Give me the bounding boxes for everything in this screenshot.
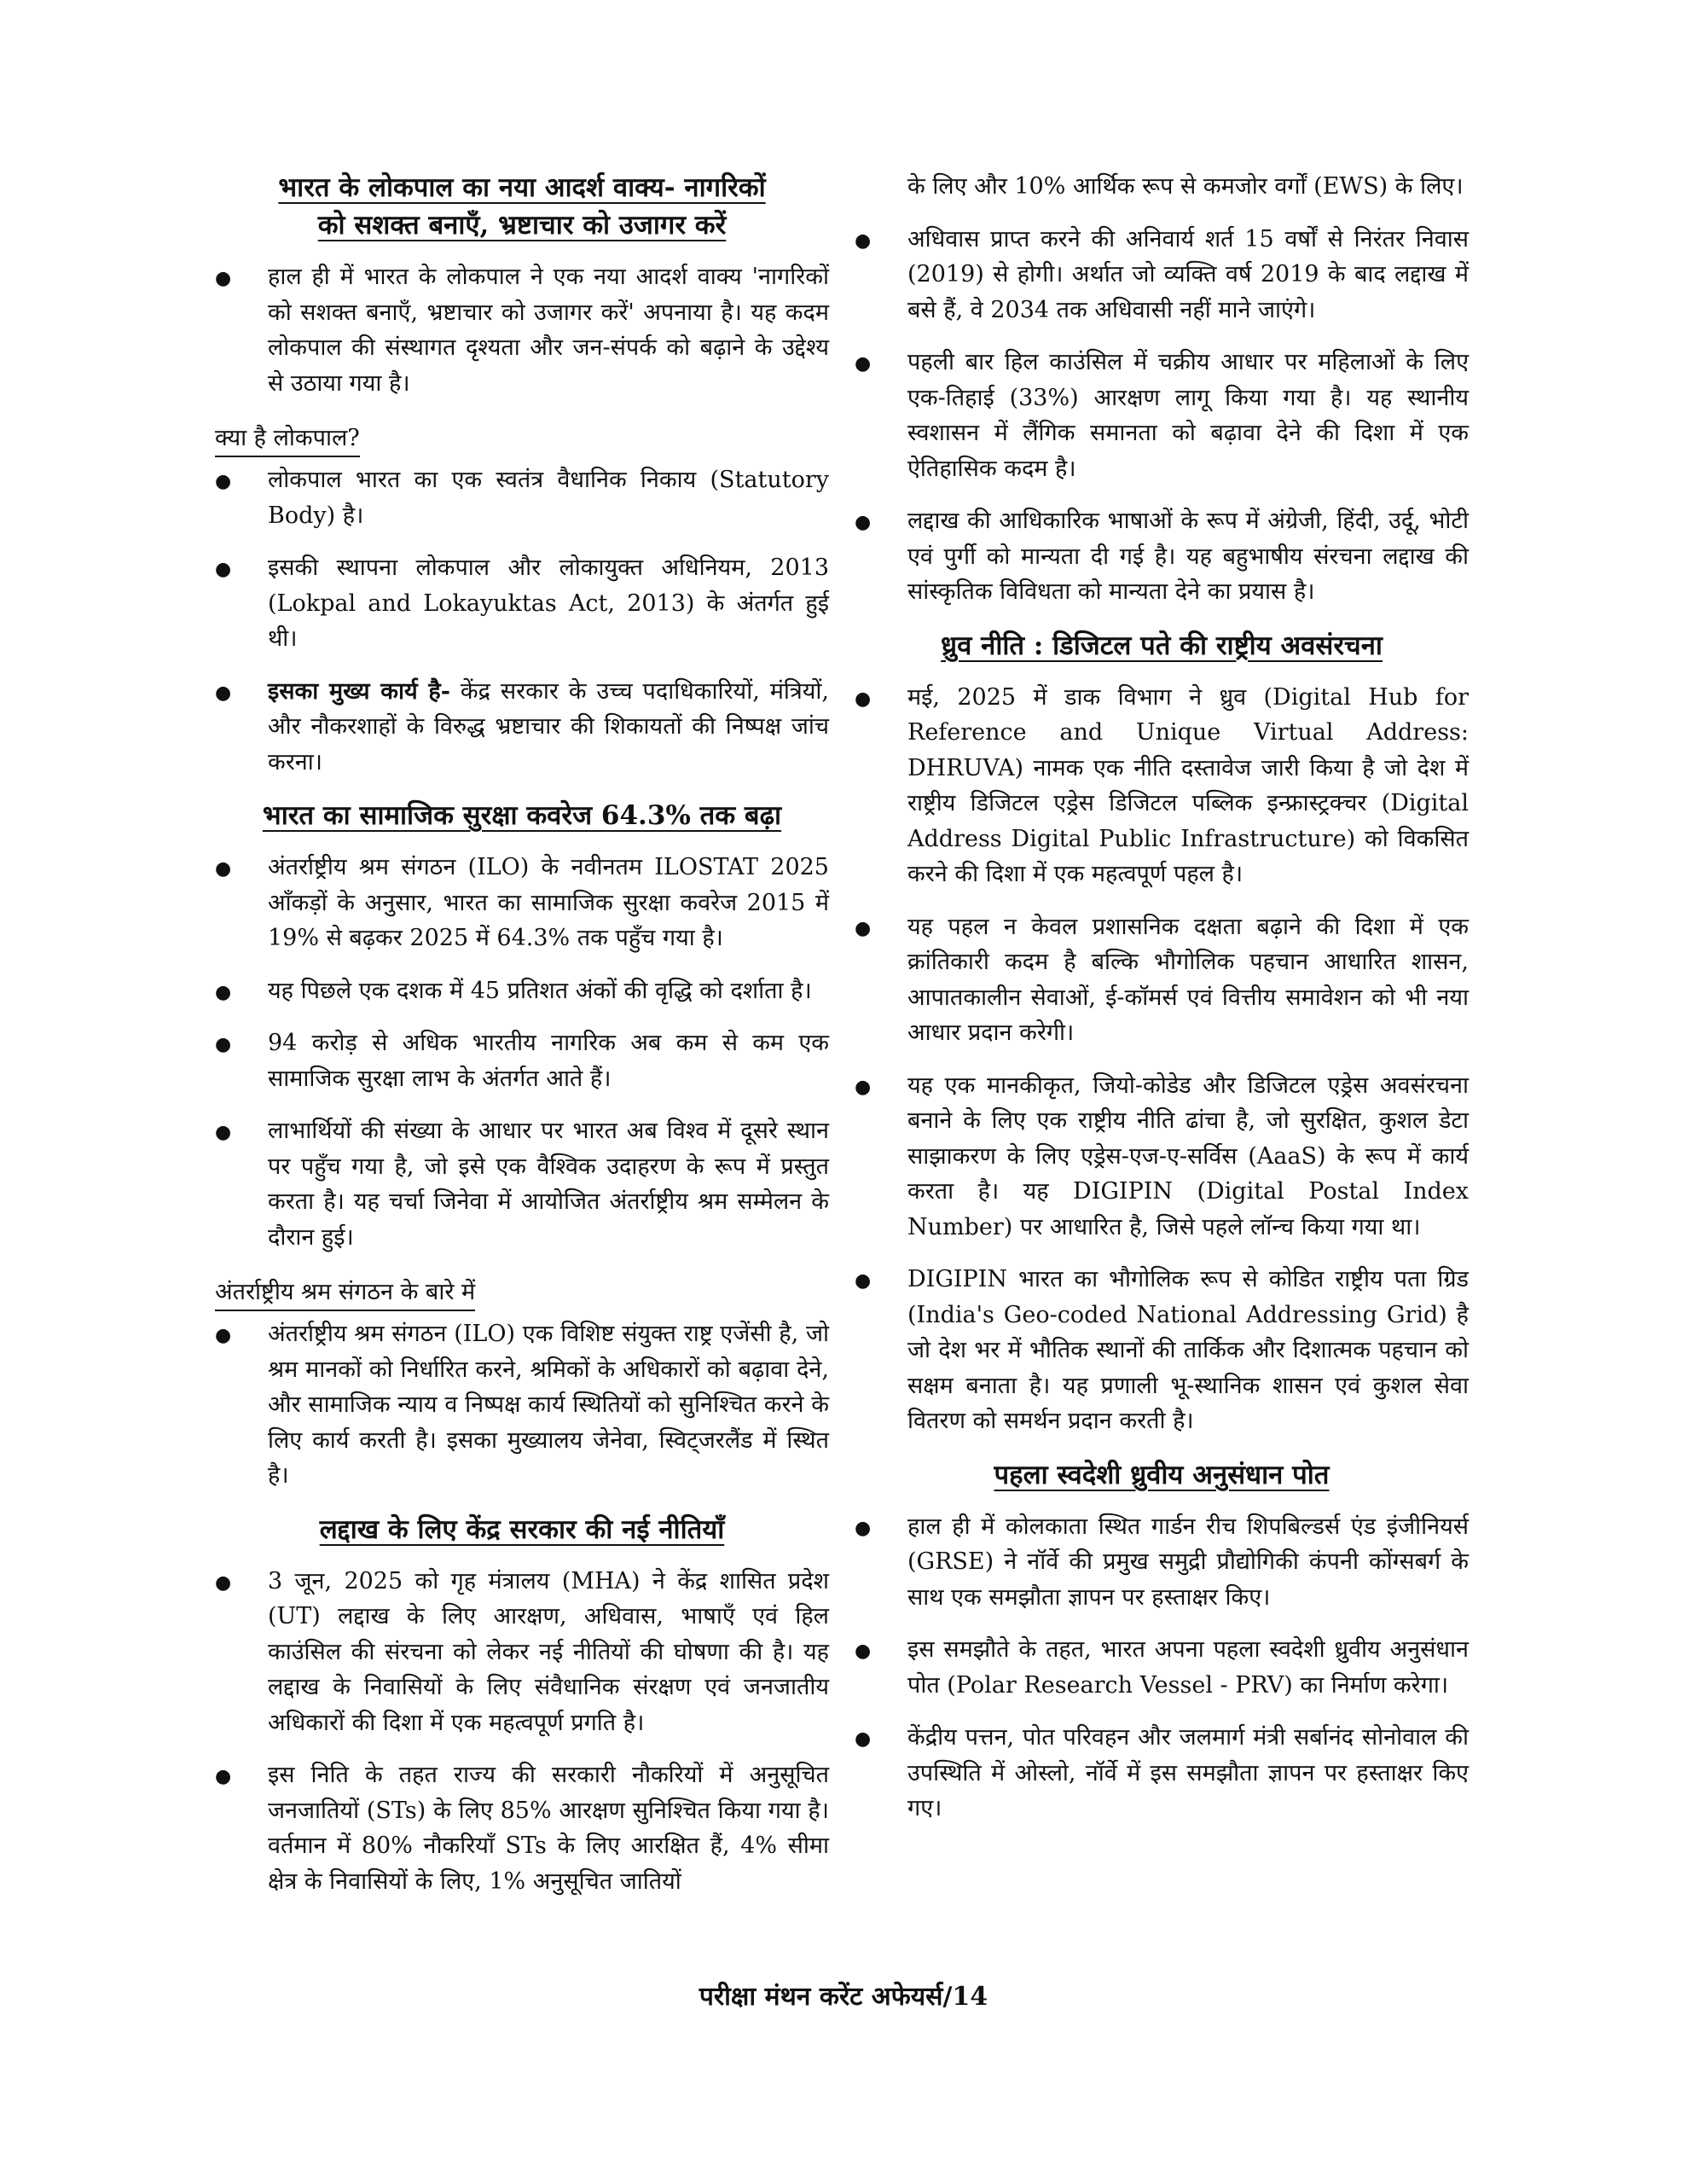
ilo-list (215, 1316, 829, 1494)
lokpal-heading-line2: को सशक्त बनाएँ, भ्रष्टाचार को उजागर करें (317, 210, 727, 241)
list-item: ● इस निति के तहत राज्य की सरकारी नौकरियों में अनुसूचित जनजातियों (STs) के लिए 85% आरक्षण सुनिश्चित किया गया है। वर्तमान में 80% नौकरियाँ STs के लिए आरक्षित हैं, 4% सीमा क्षेत्र के निवासियों के लिए, 1% अनुसूचित जातियों (215, 1757, 829, 1899)
polar-heading (855, 1456, 1469, 1494)
lokpal-facts-list (215, 462, 829, 780)
ladakh-list-left (215, 1564, 829, 1900)
list-item: ● 3 जून, 2025 को गृह मंत्रालय (MHA) ने केंद्र शासित प्रदेश (UT) लद्दाख के लिए आरक्षण, अधिवास, भाषाएँ एवं हिल काउंसिल की संरचना को लेकर नई नीतियों की घोषणा की है। यह लद्दाख के निवासियों के लिए संवैधानिक संरक्षण एवं जनजातीय अधिकारों की दिशा में एक महत्वपूर्ण प्रगति है। (215, 1564, 829, 1741)
list-item: ● पहली बार हिल काउंसिल में चक्रीय आधार पर महिलाओं के लिए एक-तिहाई (33%) आरक्षण लागू किया गया है। यह स्थानीय स्वशासन में लैंगिक समानता को बढ़ावा देने की दिशा में एक ऐतिहासिक कदम है। (855, 345, 1469, 486)
list-item: ● अधिवास प्राप्त करने की अनिवार्य शर्त 15 वर्षों से निरंतर निवास (2019) से होगी। अर्थात जो व्यक्ति वर्ष 2019 के बाद लद्दाख में बसे हैं, वे 2034 तक अधिवासी नहीं माने जाएंगे। (855, 222, 1469, 328)
list-item: ● 94 करोड़ से अधिक भारतीय नागरिक अब कम से कम एक सामाजिक सुरक्षा लाभ के अंतर्गत आते हैं। (215, 1025, 829, 1096)
ladakh-heading (215, 1511, 829, 1548)
dhruva-heading-text: ध्रुव नीति : डिजिटल पते की राष्ट्रीय अवसंरचना (941, 630, 1383, 661)
list-item: ● लाभार्थियों की संख्या के आधार पर भारत अब विश्व में दूसरे स्थान पर पहुँच गया है, जो इसे एक वैश्विक उदाहरण के रूप में प्रस्तुत करता है। यह चर्चा जिनेवा में आयोजित अंतर्राष्ट्रीय श्रम सम्मेलन के दौरान हुई। (215, 1113, 829, 1255)
list-item: ● DIGIPIN भारत का भौगोलिक रूप से कोडित राष्ट्रीय पता ग्रिड (India's Geo-coded National Addressing Grid) है जो देश भर में भौतिक स्थानों की तार्किक और दिशात्मक पहचान को सक्षम बनाता है। यह प्रणाली भू-स्थानिक शासन एवं कुशल सेवा वितरण को समर्थन प्रदान करती है। (855, 1262, 1469, 1439)
social-security-heading-text: भारत का सामाजिक सुरक्षा कवरेज 64.3% तक बढ़ा (262, 800, 782, 831)
ladakh-continued-text: के लिए और 10% आर्थिक रूप से कमजोर वर्गों (EWS) के लिए। (907, 173, 1464, 200)
list-item: ● हाल ही में कोलकाता स्थित गार्डन रीच शिपबिल्डर्स एंड इंजीनियर्स (GRSE) ने नॉर्वे की प्रमुख समुद्री प्रौद्योगिकी कंपनी कोंग्सबर्ग के साथ एक समझौता ज्ञापन पर हस्ताक्षर किए। (855, 1509, 1469, 1616)
list-item: ● यह पहल न केवल प्रशासनिक दक्षता बढ़ाने की दिशा में एक क्रांतिकारी कदम है बल्कि भौगोलिक पहचान आधारित शासन, आपातकालीन सेवाओं, ई-कॉमर्स एवं वित्तीय समावेशन को भी नया आधार प्रदान करेगी। (855, 909, 1469, 1051)
list-item: ● हाल ही में भारत के लोकपाल ने एक नया आदर्श वाक्य 'नागरिकों को सशक्त बनाएँ, भ्रष्टाचार को उजागर करें' अपनाया है। यह कदम लोकपाल की संस्थागत दृश्यता और जन-संपर्क को बढ़ाने के उद्देश्य से उठाया गया है। (215, 259, 829, 401)
list-item: ● केंद्रीय पत्तन, पोत परिवहन और जलमार्ग मंत्री सर्बानंद सोनोवाल की उपस्थिति में ओस्लो, नॉर्वे में इस समझौता ज्ञापन पर हस्ताक्षर किए गए। (855, 1720, 1469, 1827)
page-footer: परीक्षा मंथन करेंट अफेयर्स/14 (699, 1982, 988, 2012)
list-item: ● अंतर्राष्ट्रीय श्रम संगठन (ILO) एक विशिष्ट संयुक्त राष्ट्र एजेंसी है, जो श्रम मानकों को निर्धारित करने, श्रमिकों के अधिकारों को बढ़ावा देने, और सामाजिक न्याय व निष्पक्ष कार्य स्थितियों को सुनिश्चित करने के लिए कार्य करती है। इसका मुख्यालय जेनेवा, स्विट्जरलैंड में स्थित है। (215, 1316, 829, 1494)
social-security-heading (215, 797, 829, 834)
lokpal-heading-line1: भारत के लोकपाल का नया आदर्श वाक्य- नागरिकों (278, 172, 766, 203)
list-item: ● मई, 2025 में डाक विभाग ने ध्रुव (Digital Hub for Reference and Unique Virtual Address: DHRUVA) नामक एक नीति दस्तावेज जारी किया है जो देश में राष्ट्रीय डिजिटल एड्रेस डिजिटल पब्लिक इन्फ्रास्ट्रक्चर (Digital Address Digital Public Infrastructure) को विकसित करने की दिशा में एक महत्वपूर्ण पहल है। (855, 680, 1469, 892)
lead-text: इसका मुख्य कार्य है- (268, 677, 450, 705)
body-text: केंद्र सरकार के उच्च पदाधिकारियों, मंत्रियों, और नौकरशाहों के विरुद्ध भ्रष्टाचार की शिकायतों की निष्पक्ष जांच करना। (268, 677, 829, 775)
list-item: ● लद्दाख की आधिकारिक भाषाओं के रूप में अंग्रेजी, हिंदी, उर्दू, भोटी एवं पुर्गी को मान्यता दी गई है। यह बहुभाषीय संरचना लद्दाख की सांस्कृतिक विविधता को मान्यता देने का प्रयास है। (855, 503, 1469, 610)
ladakh-list-right (855, 222, 1469, 610)
right-column (855, 169, 1469, 1844)
ilo-subheading: अंतर्राष्ट्रीय श्रम संगठन के बारे में (215, 1275, 475, 1311)
dhruva-list (855, 680, 1469, 1439)
social-security-list (215, 850, 829, 1255)
list-item: ● यह एक मानकीकृत, जियो-कोडेड और डिजिटल एड्रेस अवसंरचना बनाने के लिए एक राष्ट्रीय नीति ढांचा है, जो सुरक्षित, कुशल डेटा साझाकरण के लिए एड्रेस-एज-ए-सर्विस (AaaS) के रूप में कार्य करता है। यह DIGIPIN (Digital Postal Index Number) पर आधारित है, जिसे पहले लॉन्च किया गया था। (855, 1068, 1469, 1246)
list-item (215, 674, 829, 781)
dhruva-heading (855, 627, 1469, 665)
list-item: ● अंतर्राष्ट्रीय श्रम संगठन (ILO) के नवीनतम ILOSTAT 2025 आँकड़ों के अनुसार, भारत का सामाजिक सुरक्षा कवरेज 2015 में 19% से बढ़कर 2025 में 64.3% तक पहुँच गया है। (215, 850, 829, 956)
lokpal-intro-list (215, 259, 829, 401)
lokpal-heading (215, 169, 829, 244)
ladakh-heading-text: लद्दाख के लिए केंद्र सरकार की नई नीतियाँ (319, 1513, 725, 1545)
polar-heading-text: पहला स्वदेशी ध्रुवीय अनुसंधान पोत (994, 1459, 1330, 1490)
lokpal-subheading: क्या है लोकपाल? (215, 421, 360, 457)
left-column (215, 169, 829, 1899)
list-item: ● लोकपाल भारत का एक स्वतंत्र वैधानिक निकाय (Statutory Body) है। (215, 462, 829, 533)
list-item: ● इसकी स्थापना लोकपाल और लोकायुक्त अधिनियम, 2013 (Lokpal and Lokayuktas Act, 2013) के अंतर्गत हुई थी। (215, 550, 829, 657)
list-item: ● यह पिछले एक दशक में 45 प्रतिशत अंकों की वृद्धि को दर्शाता है। (215, 973, 829, 1009)
polar-list (855, 1509, 1469, 1827)
list-item: ● इस समझौते के तहत, भारत अपना पहला स्वदेशी ध्रुवीय अनुसंधान पोत (Polar Research Vessel - PRV) का निर्माण करेगा। (855, 1632, 1469, 1703)
